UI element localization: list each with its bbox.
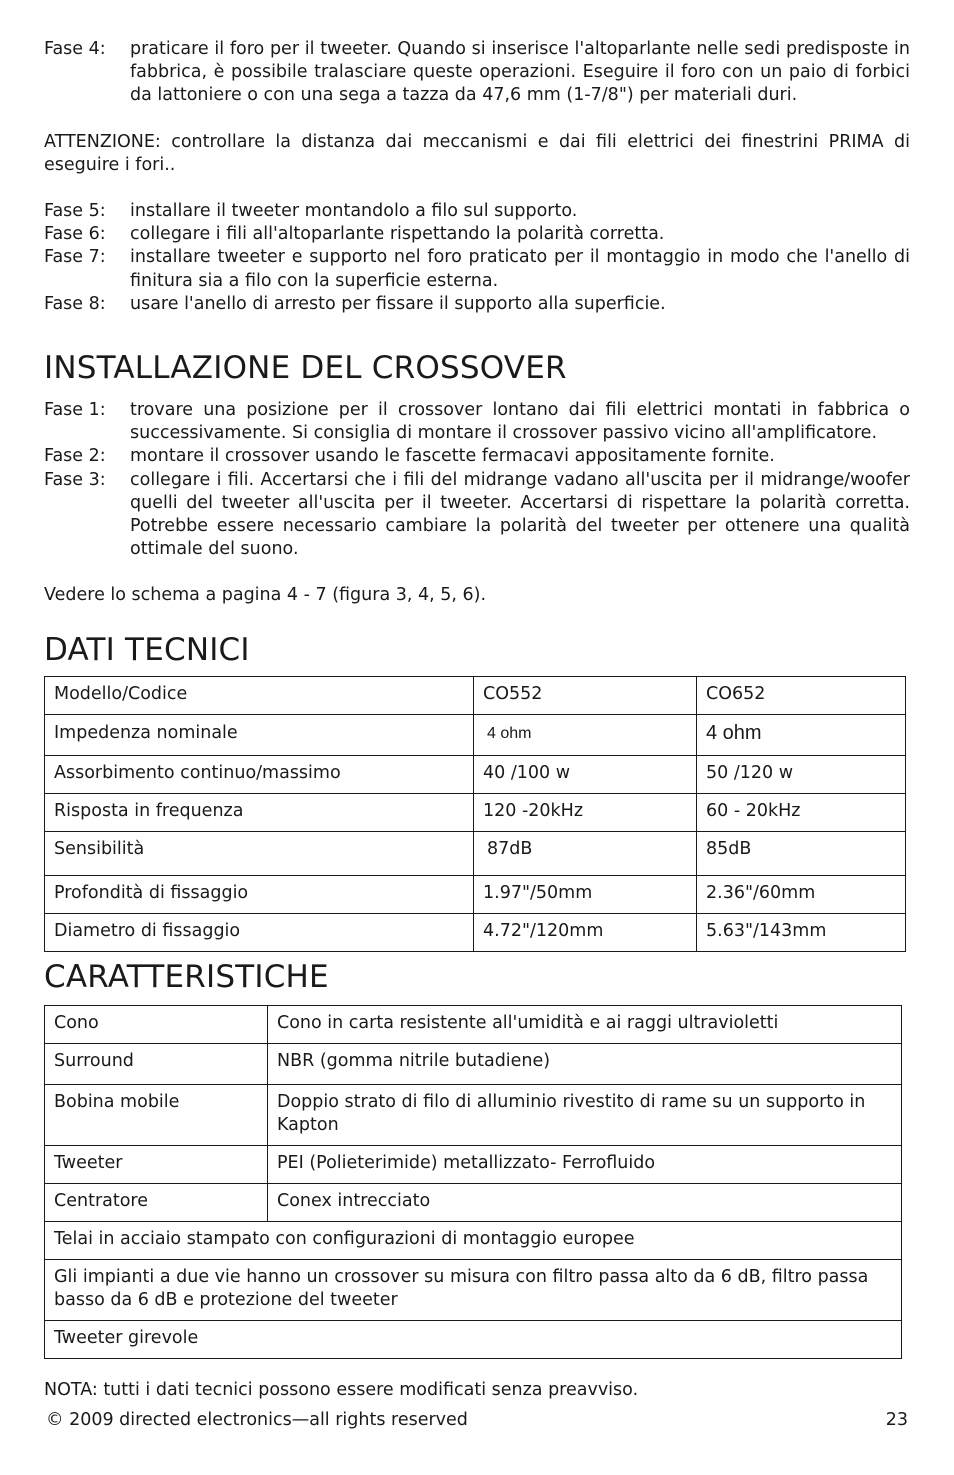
table-row <box>45 755 906 793</box>
step-text: collegare i fili. Accertarsi che i fili del midrange vadano all'uscita per il midrange/woofer quelli del tweeter all'uscita per il tweeter. Accertarsi di rispettare la polarità corretta. Potrebbe essere necessario cambiare la polarità del tweeter per ottenere una qualità ottimale del suono. <box>130 469 910 560</box>
table-row <box>45 793 906 831</box>
crossover-heading: INSTALLAZIONE DEL CROSSOVER <box>44 350 567 387</box>
page-content <box>44 38 910 1402</box>
table-cell: 1.97"/50mm <box>474 875 697 913</box>
feature-value: Doppio strato di filo di alluminio rivestito di rame su un supporto in Kapton <box>268 1084 902 1145</box>
specs-heading: DATI TECNICI <box>44 631 250 668</box>
crossover-step-2 <box>44 445 910 468</box>
table-cell: Risposta in frequenza <box>45 793 474 831</box>
features-heading: CARATTERISTICHE <box>44 958 329 995</box>
table-row <box>45 831 906 875</box>
table-row <box>45 1084 902 1145</box>
table-row <box>45 1145 902 1183</box>
crossover-step-3 <box>44 469 910 562</box>
table-cell: CO552 <box>474 676 697 714</box>
table-cell: 5.63"/143mm <box>697 913 906 951</box>
table-cell: 4 ohm <box>474 714 697 755</box>
step-fase-5 <box>44 200 910 223</box>
feature-key: Cono <box>45 1005 268 1043</box>
step-label: Fase 8: <box>44 293 106 314</box>
feature-key: Centratore <box>45 1183 268 1221</box>
table-row <box>45 875 906 913</box>
schema-reference: Vedere lo schema a pagina 4 - 7 (figura 3, 4, 5, 6). <box>44 585 487 606</box>
feature-value: PEI (Polieterimide) metallizzato- Ferrofluido <box>268 1145 902 1183</box>
table-cell: Assorbimento continuo/massimo <box>45 755 474 793</box>
feature-key: Bobina mobile <box>45 1084 268 1145</box>
attention-note: ATTENZIONE: controllare la distanza dai meccanismi e dai fili elettrici dei finestrini PRIMA di eseguire i fori.. <box>44 131 910 175</box>
copyright-text: © 2009 directed electronics—all rights reserved <box>46 1410 468 1430</box>
features-table <box>44 1005 902 1359</box>
footer <box>46 1409 908 1432</box>
table-cell: Modello/Codice <box>45 676 474 714</box>
table-cell: Diametro di fissaggio <box>45 913 474 951</box>
step-text: usare l'anello di arresto per fissare il supporto alla superficie. <box>130 293 666 314</box>
table-cell: 120 -20kHz <box>474 793 697 831</box>
step-label: Fase 6: <box>44 224 106 245</box>
table-row <box>45 676 906 714</box>
feature-value: Cono in carta resistente all'umidità e ai raggi ultravioletti <box>268 1005 902 1043</box>
table-cell: 4 ohm <box>697 714 906 755</box>
step-text: praticare il foro per il tweeter. Quando si inserisce l'altoparlante nelle sedi predisposte in fabbrica, è possibile tralasciare queste operazioni. Eseguire il foro con un paio di forbici da lattoniere o con una sega a tazza da 47,6 mm (1-7/8") per materiali duri. <box>130 39 910 106</box>
nota: NOTA: tutti i dati tecnici possono essere modificati senza preavviso. <box>44 1379 639 1400</box>
table-cell: Impedenza nominale <box>45 714 474 755</box>
step-text: trovare una posizione per il crossover lontano dai fili elettrici montati in fabbrica o successivamente. Si consiglia di montare il crossover passivo vicino all'amplificatore. <box>130 400 910 444</box>
step-label: Fase 4: <box>44 39 106 59</box>
feature-value: Conex intrecciato <box>268 1183 902 1221</box>
table-row <box>45 1259 902 1320</box>
table-cell: Profondità di fissaggio <box>45 875 474 913</box>
step-label: Fase 5: <box>44 201 106 222</box>
table-cell: 40 /100 w <box>474 755 697 793</box>
step-fase-8 <box>44 293 910 316</box>
step-label: Fase 2: <box>44 446 106 467</box>
feature-key: Surround <box>45 1043 268 1084</box>
step-label: Fase 7: <box>44 247 106 268</box>
step-text: collegare i fili all'altoparlante rispettando la polarità corretta. <box>130 224 665 245</box>
table-cell: 87dB <box>474 831 697 875</box>
feature-full-row: Tweeter girevole <box>45 1320 902 1358</box>
feature-full-row: Gli impianti a due vie hanno un crossover su misura con filtro passa alto da 6 dB, filtro passa basso da 6 dB e protezione del tweeter <box>45 1259 902 1320</box>
feature-key: Tweeter <box>45 1145 268 1183</box>
table-row <box>45 913 906 951</box>
page-number: 23 <box>885 1410 908 1430</box>
table-row <box>45 714 906 755</box>
table-cell: 2.36"/60mm <box>697 875 906 913</box>
step-fase-7 <box>44 246 910 292</box>
table-row <box>45 1221 902 1259</box>
table-cell: CO652 <box>697 676 906 714</box>
step-label: Fase 3: <box>44 469 106 490</box>
table-cell: 85dB <box>697 831 906 875</box>
table-cell: Sensibilità <box>45 831 474 875</box>
table-cell: 60 - 20kHz <box>697 793 906 831</box>
crossover-step-1 <box>44 399 910 445</box>
table-row <box>45 1183 902 1221</box>
table-cell: 50 /120 w <box>697 755 906 793</box>
step-fase-4 <box>44 38 910 108</box>
step-fase-6 <box>44 223 910 246</box>
step-label: Fase 1: <box>44 400 106 421</box>
step-text: installare il tweeter montandolo a filo sul supporto. <box>130 201 578 222</box>
table-cell: 4.72"/120mm <box>474 913 697 951</box>
feature-value: NBR (gomma nitrile butadiene) <box>268 1043 902 1084</box>
table-row <box>45 1320 902 1358</box>
step-text: installare tweeter e supporto nel foro praticato per il montaggio in modo che l'anello di finitura sia a filo con la superficie esterna. <box>130 247 910 291</box>
feature-full-row: Telai in acciaio stampato con configurazioni di montaggio europee <box>45 1221 902 1259</box>
table-row <box>45 1043 902 1084</box>
step-text: montare il crossover usando le fascette fermacavi appositamente fornite. <box>130 446 775 467</box>
table-row <box>45 1005 902 1043</box>
specs-table <box>44 676 906 952</box>
